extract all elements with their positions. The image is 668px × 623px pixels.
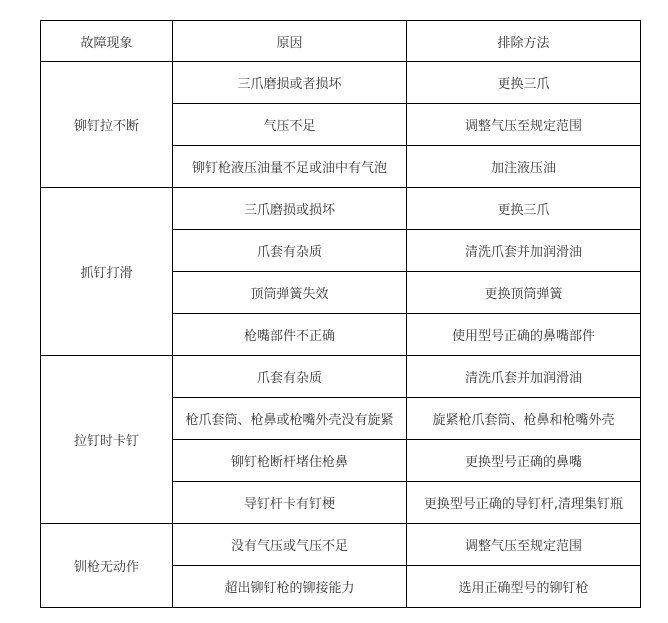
cause-cell: 超出铆钉枪的铆接能力 [173, 566, 407, 608]
cause-cell: 枪嘴部件不正确 [173, 314, 407, 356]
cause-cell: 爪套有杂质 [173, 356, 407, 398]
cause-cell: 三爪磨损或者损坏 [173, 62, 407, 104]
header-cell-cause: 原因 [173, 21, 407, 62]
header-cell-phenomenon: 故障现象 [41, 21, 173, 62]
cause-cell: 导钉杆卡有钉梗 [173, 482, 407, 524]
solution-cell: 旋紧枪爪套筒、枪鼻和枪嘴外壳 [407, 398, 641, 440]
cause-cell: 爪套有杂质 [173, 230, 407, 272]
cause-cell: 没有气压或气压不足 [173, 524, 407, 566]
solution-cell: 更换三爪 [407, 188, 641, 230]
phenomenon-cell: 钏枪无动作 [41, 524, 173, 608]
solution-cell: 选用正确型号的铆钉枪 [407, 566, 641, 608]
solution-cell: 加注液压油 [407, 146, 641, 188]
cause-cell: 气压不足 [173, 104, 407, 146]
cause-cell: 三爪磨损或损坏 [173, 188, 407, 230]
solution-cell: 清洗爪套并加润滑油 [407, 356, 641, 398]
cause-cell: 枪爪套筒、枪鼻或枪嘴外壳没有旋紧 [173, 398, 407, 440]
solution-cell: 更换顶筒弹簧 [407, 272, 641, 314]
fault-troubleshooting-table [40, 20, 641, 608]
phenomenon-cell: 拉钉时卡钉 [41, 356, 173, 524]
phenomenon-cell: 抓钉打滑 [41, 188, 173, 356]
solution-cell: 使用型号正确的鼻嘴部件 [407, 314, 641, 356]
cause-cell: 顶筒弹簧失效 [173, 272, 407, 314]
solution-cell: 更换三爪 [407, 62, 641, 104]
header-cell-solution: 排除方法 [407, 21, 641, 62]
cause-cell: 铆钉枪断杆堵住枪鼻 [173, 440, 407, 482]
solution-cell: 调整气压至规定范围 [407, 104, 641, 146]
table-row [41, 188, 641, 230]
table-row [41, 62, 641, 104]
solution-cell: 清洗爪套并加润滑油 [407, 230, 641, 272]
solution-cell: 调整气压至规定范围 [407, 524, 641, 566]
table-row [41, 524, 641, 566]
header-row [41, 21, 641, 62]
cause-cell: 铆钉枪液压油量不足或油中有气泡 [173, 146, 407, 188]
solution-cell: 更换型号正确的鼻嘴 [407, 440, 641, 482]
solution-cell: 更换型号正确的导钉杆,清理集钉瓶 [407, 482, 641, 524]
table-row [41, 356, 641, 398]
phenomenon-cell: 铆钉拉不断 [41, 62, 173, 188]
